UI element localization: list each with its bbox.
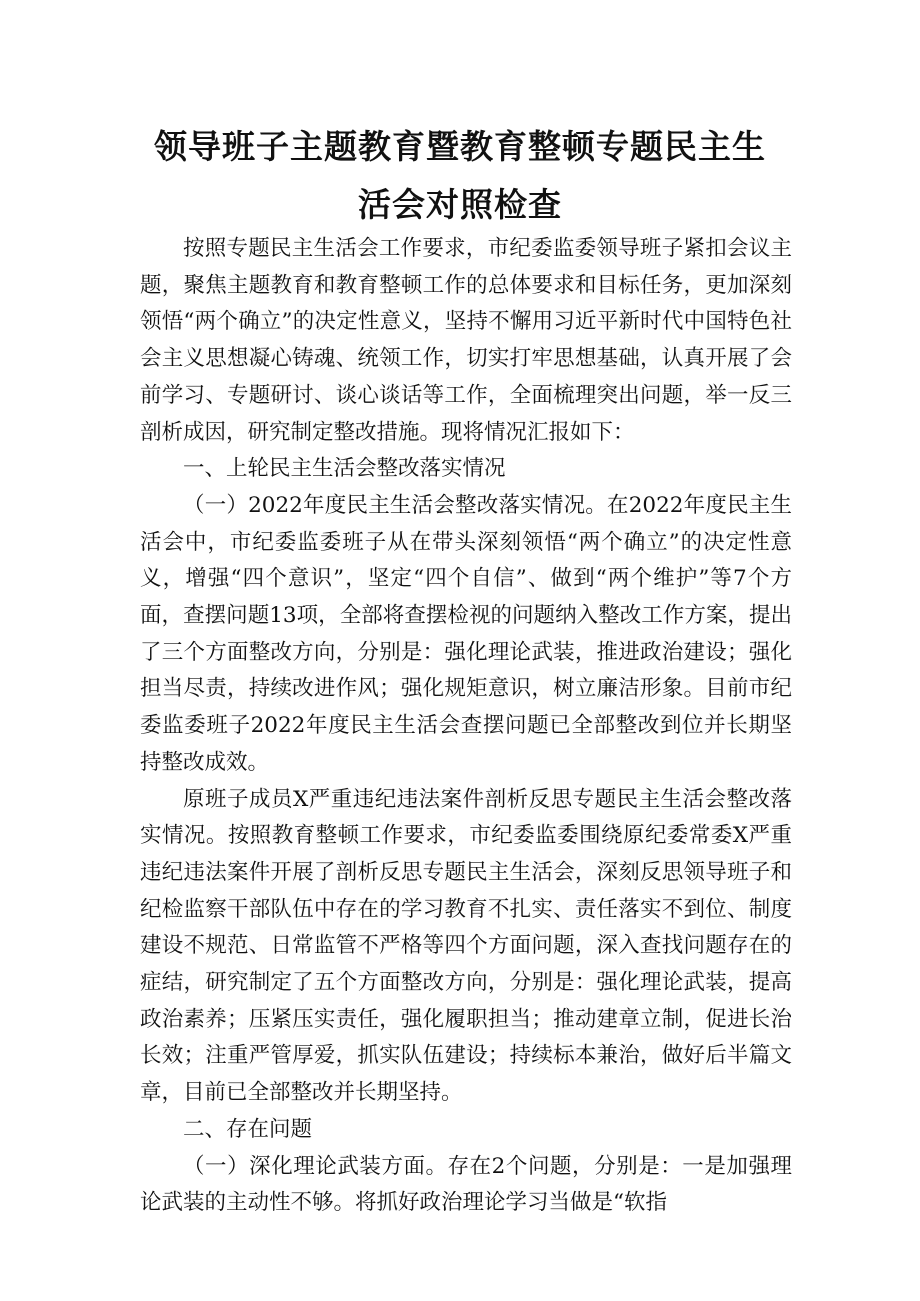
section-1-paragraph-1: （一）2022年度民主生活会整改落实情况。在2022年度民主生活会中，市纪委监委班子从在带头深刻领悟“两个确立”的决定性意义，增强“四个意识”，坚定“四个自信”、做到“两个维护”等7个方面，查摆问题13项，全部将查摆检视的问题纳入整改工作方案，提出了三个方面整改方向，分别是：强化理论武装，推进政治建设；强化担当尽责，持续改进作风；强化规矩意识，树立廉洁形象。目前市纪委监委班子2022年度民主生活会查摆问题已全部整改到位并长期坚持整改成效。 <box>140 492 792 775</box>
section-2-paragraph-1: （一）深化理论武装方面。存在2个问题，分别是：一是加强理论武装的主动性不够。将抓好政治理论学习当做是“软指 <box>140 1153 792 1216</box>
document-body <box>140 231 792 1222</box>
document-title-line-1: 领导班子主题教育暨教育整顿专题民主生 <box>154 127 766 166</box>
section-2-heading: 二、存在问题 <box>183 1116 313 1142</box>
document-title-line-2: 活会对照检查 <box>358 185 562 224</box>
section-1-paragraph-2: 原班子成员X严重违纪违法案件剖析反思专题民主生活会整改落实情况。按照教育整顿工作要求，市纪委监委围绕原纪委常委X严重违纪违法案件开展了剖析反思专题民主生活会，深刻反思领导班子和纪检监察干部队伍中存在的学习教育不扎实、责任落实不到位、制度建设不规范、日常监管不严格等四个方面问题，深入查找问题存在的症结，研究制定了五个方面整改方向，分别是：强化理论武装，提高政治素养；压紧压实责任，强化履职担当；推动建章立制，促进长治长效；注重严管厚爱，抓实队伍建设；持续标本兼治，做好后半篇文章，目前已全部整改并长期坚持。 <box>140 786 792 1106</box>
section-1-heading: 一、上轮民主生活会整改落实情况 <box>183 456 506 482</box>
intro-paragraph: 按照专题民主生活会工作要求，市纪委监委领导班子紧扣会议主题，聚焦主题教育和教育整顿工作的总体要求和目标任务，更加深刻领悟“两个确立”的决定性意义，坚持不懈用习近平新时代中国特色社会主义思想凝心铸魂、统领工作，切实打牢思想基础，认真开展了会前学习、专题研讨、谈心谈话等工作，全面梳理突出问题，举一反三剖析成因，研究制定整改措施。现将情况汇报如下： <box>140 236 792 445</box>
